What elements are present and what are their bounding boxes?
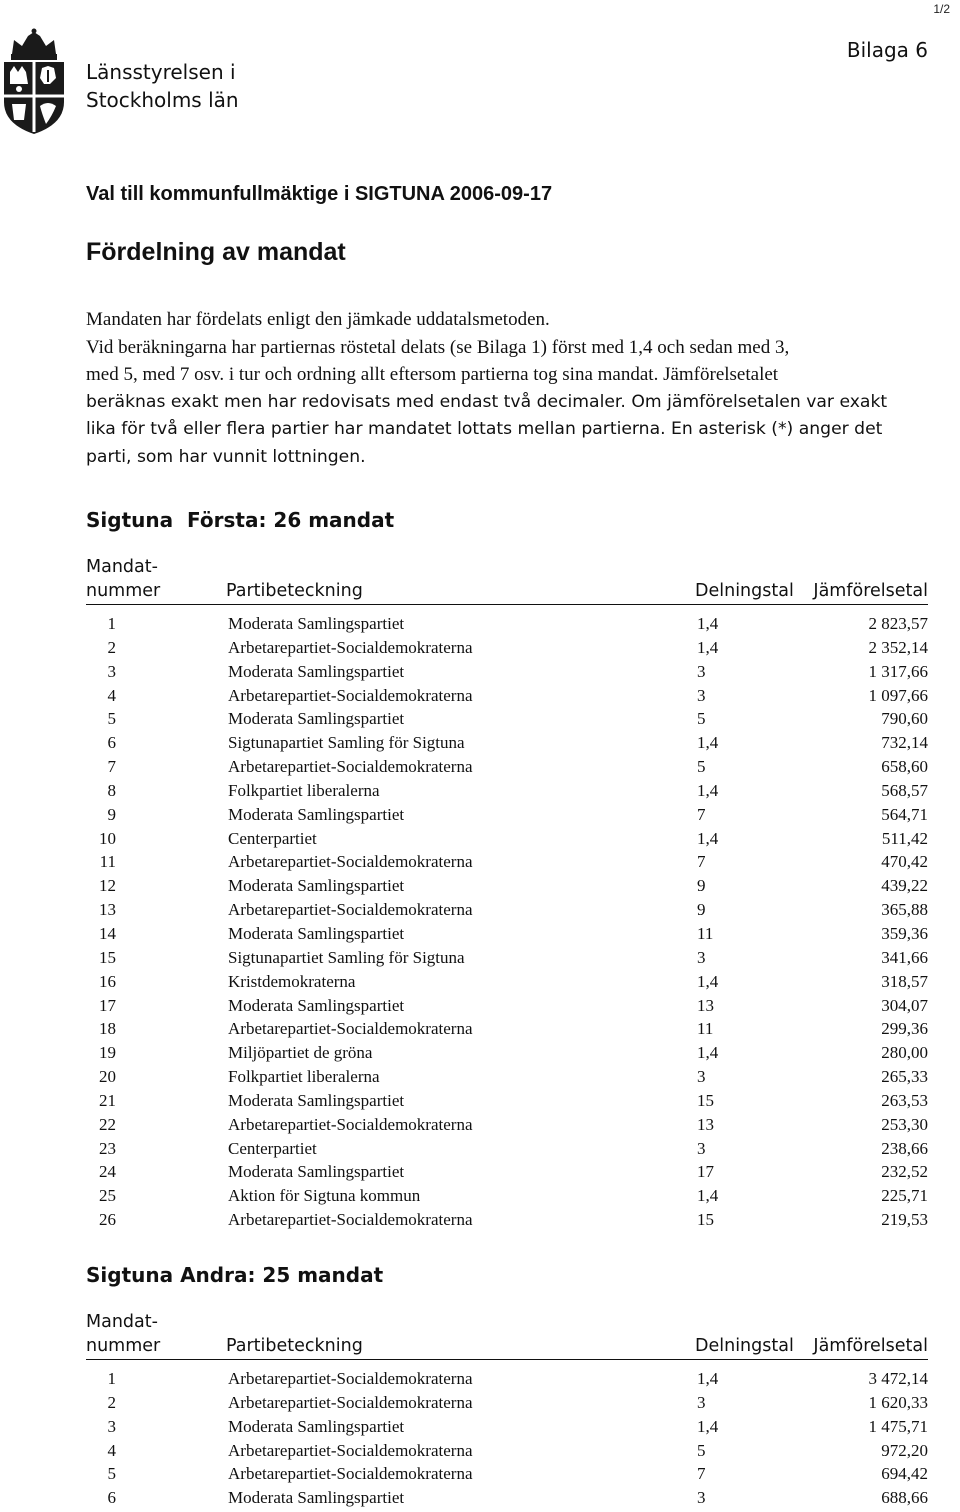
comparison-value: 3 472,14 bbox=[868, 1369, 928, 1388]
mandate-number: 15 bbox=[99, 947, 116, 967]
table-row bbox=[86, 1017, 928, 1041]
comparison-value: 238,66 bbox=[881, 1138, 928, 1158]
table-row bbox=[86, 946, 928, 970]
mandate-number: 11 bbox=[99, 852, 116, 872]
comparison-value: 564,71 bbox=[881, 804, 928, 824]
mandate-number: 1 bbox=[107, 1369, 116, 1388]
authority-line-1: Länsstyrelsen i bbox=[86, 60, 236, 84]
comparison-value: 470,42 bbox=[881, 852, 928, 872]
divisor-value: 11 bbox=[697, 923, 714, 943]
comparison-value: 225,71 bbox=[881, 1186, 928, 1206]
party-name: Moderata Samlingspartiet bbox=[228, 804, 405, 824]
comparison-value: 304,07 bbox=[881, 995, 928, 1015]
table-header bbox=[86, 557, 928, 605]
party-name: Centerpartiet bbox=[228, 828, 317, 848]
comparison-value: 439,22 bbox=[881, 876, 928, 896]
party-name: Folkpartiet liberalerna bbox=[228, 780, 380, 800]
divisor-value: 1,4 bbox=[697, 1369, 719, 1388]
intro-line: lika för två eller flera partier har mandatet lottats mellan partierna. En asterisk (*) anger det bbox=[86, 419, 883, 440]
divisor-value: 11 bbox=[697, 1019, 714, 1039]
mandate-number: 3 bbox=[107, 1416, 116, 1436]
comparison-value: 280,00 bbox=[881, 1043, 928, 1063]
table-row bbox=[86, 731, 928, 755]
intro-line: med 5, med 7 osv. i tur och ordning allt eftersom partierna tog sina mandat. Jämförelsetalet bbox=[86, 364, 779, 386]
election-title: Val till kommunfullmäktige i SIGTUNA 2006-09-17 bbox=[86, 183, 553, 205]
authority-name bbox=[86, 58, 239, 114]
table-row bbox=[86, 779, 928, 803]
intro-line: parti, som har vunnit lottningen. bbox=[86, 446, 366, 467]
divisor-value: 13 bbox=[697, 995, 714, 1015]
comparison-value: 299,36 bbox=[881, 1019, 928, 1039]
table-row bbox=[86, 1113, 928, 1137]
party-name: Sigtunapartiet Samling för Sigtuna bbox=[228, 947, 465, 967]
divisor-value: 1,4 bbox=[697, 828, 719, 848]
comparison-value: 790,60 bbox=[881, 709, 928, 729]
divisor-value: 17 bbox=[697, 1162, 714, 1182]
divisor-value: 1,4 bbox=[697, 971, 719, 991]
section-title: Fördelning av mandat bbox=[86, 238, 346, 266]
district-title-sigtuna-forsta: Sigtuna Första: 26 mandat bbox=[86, 508, 395, 532]
divisor-value: 1,4 bbox=[697, 1043, 719, 1063]
party-name: Arbetarepartiet-Socialdemokraterna bbox=[228, 900, 473, 920]
party-name: Moderata Samlingspartiet bbox=[228, 1488, 405, 1508]
divisor-value: 9 bbox=[697, 900, 706, 920]
header-comparison: Jämförelsetal bbox=[813, 581, 928, 601]
comparison-value: 359,36 bbox=[881, 923, 928, 943]
appendix-label: Bilaga 6 bbox=[846, 38, 928, 62]
comparison-value: 219,53 bbox=[881, 1210, 928, 1230]
table-header bbox=[86, 1312, 928, 1360]
header-comparison: Jämförelsetal bbox=[813, 1336, 928, 1356]
comparison-value: 694,42 bbox=[881, 1464, 928, 1484]
divisor-value: 15 bbox=[697, 1090, 714, 1110]
divisor-value: 7 bbox=[697, 1464, 706, 1484]
comparison-value: 1 475,71 bbox=[868, 1416, 928, 1436]
intro-line: Mandaten har fördelats enligt den jämkade uddatalsmetoden. bbox=[86, 309, 550, 330]
party-name: Arbetarepartiet-Socialdemokraterna bbox=[228, 1210, 473, 1230]
divisor-value: 3 bbox=[697, 1488, 706, 1508]
header-mandate-number-line2: nummer bbox=[86, 1336, 161, 1356]
header-party: Partibeteckning bbox=[226, 581, 363, 601]
table-header-rule bbox=[86, 1359, 928, 1360]
table-row bbox=[86, 684, 928, 708]
divisor-value: 1,4 bbox=[697, 637, 719, 657]
table-row bbox=[86, 1184, 928, 1208]
comparison-value: 341,66 bbox=[881, 947, 928, 967]
table-row bbox=[86, 1041, 928, 1065]
intro-line: Vid beräkningarna har partiernas röstetal delats (se Bilaga 1) först med 1,4 och sedan med 3, bbox=[86, 336, 790, 358]
table-row bbox=[86, 1089, 928, 1113]
divisor-value: 1,4 bbox=[697, 1416, 719, 1436]
divisor-value: 1,4 bbox=[697, 780, 719, 800]
party-name: Arbetarepartiet-Socialdemokraterna bbox=[228, 685, 473, 705]
party-name: Arbetarepartiet-Socialdemokraterna bbox=[228, 1019, 473, 1039]
table-row bbox=[86, 850, 928, 874]
table-row bbox=[86, 1137, 928, 1161]
divisor-value: 1,4 bbox=[697, 1186, 719, 1206]
party-name: Moderata Samlingspartiet bbox=[228, 923, 405, 943]
party-name: Arbetarepartiet-Socialdemokraterna bbox=[228, 852, 473, 872]
divisor-value: 3 bbox=[697, 1138, 706, 1158]
mandate-number: 6 bbox=[107, 733, 116, 753]
divisor-value: 3 bbox=[697, 1067, 706, 1087]
mandate-number: 7 bbox=[107, 757, 116, 777]
comparison-value: 232,52 bbox=[881, 1162, 928, 1182]
table-row bbox=[86, 827, 928, 851]
mandate-number: 14 bbox=[99, 923, 116, 943]
mandate-number: 25 bbox=[99, 1186, 116, 1206]
table-row bbox=[86, 1065, 928, 1089]
party-name: Arbetarepartiet-Socialdemokraterna bbox=[228, 1440, 473, 1460]
party-name: Moderata Samlingspartiet bbox=[228, 614, 405, 633]
divisor-value: 9 bbox=[697, 876, 706, 896]
header-party: Partibeteckning bbox=[226, 1336, 363, 1356]
mandate-number: 9 bbox=[107, 804, 116, 824]
comparison-value: 263,53 bbox=[881, 1090, 928, 1110]
comparison-value: 318,57 bbox=[881, 971, 928, 991]
divisor-value: 5 bbox=[697, 709, 706, 729]
header-mandate-number-line2: nummer bbox=[86, 581, 161, 601]
mandate-number: 20 bbox=[99, 1067, 116, 1087]
intro-paragraph bbox=[86, 306, 936, 472]
party-name: Moderata Samlingspartiet bbox=[228, 1090, 405, 1110]
mandate-number: 21 bbox=[99, 1090, 116, 1110]
divisor-value: 3 bbox=[697, 1392, 706, 1412]
header-mandate-number-line1: Mandat- bbox=[86, 557, 158, 577]
table-row bbox=[86, 874, 928, 898]
header-mandate-number-line1: Mandat- bbox=[86, 1312, 158, 1332]
table-row bbox=[86, 1415, 928, 1439]
table-row bbox=[86, 612, 928, 636]
mandate-table-sigtuna-andra bbox=[86, 1367, 928, 1510]
page-number: 1/2 bbox=[933, 2, 950, 16]
divisor-value: 15 bbox=[697, 1210, 714, 1230]
mandate-number: 19 bbox=[99, 1043, 116, 1063]
divisor-value: 1,4 bbox=[697, 733, 719, 753]
divisor-value: 1,4 bbox=[697, 614, 719, 633]
party-name: Arbetarepartiet-Socialdemokraterna bbox=[228, 757, 473, 777]
table-row bbox=[86, 1208, 928, 1232]
table-row bbox=[86, 994, 928, 1018]
mandate-number: 6 bbox=[107, 1488, 116, 1508]
divisor-value: 7 bbox=[697, 804, 706, 824]
divisor-value: 5 bbox=[697, 757, 706, 777]
table-row bbox=[86, 803, 928, 827]
party-name: Miljöpartiet de gröna bbox=[228, 1043, 373, 1063]
party-name: Moderata Samlingspartiet bbox=[228, 876, 405, 896]
comparison-value: 568,57 bbox=[881, 780, 928, 800]
party-name: Aktion för Sigtuna kommun bbox=[228, 1186, 421, 1206]
coat-of-arms-icon bbox=[0, 28, 68, 136]
mandate-number: 2 bbox=[107, 1392, 116, 1412]
party-name: Kristdemokraterna bbox=[228, 971, 356, 991]
mandate-number: 17 bbox=[99, 995, 116, 1015]
party-name: Sigtunapartiet Samling för Sigtuna bbox=[228, 733, 465, 753]
header-divisor: Delningstal bbox=[695, 581, 794, 601]
comparison-value: 972,20 bbox=[881, 1440, 928, 1460]
table-row bbox=[86, 636, 928, 660]
mandate-number: 3 bbox=[107, 661, 116, 681]
mandate-number: 4 bbox=[107, 1440, 116, 1460]
comparison-value: 253,30 bbox=[881, 1114, 928, 1134]
mandate-number: 23 bbox=[99, 1138, 116, 1158]
party-name: Arbetarepartiet-Socialdemokraterna bbox=[228, 1114, 473, 1134]
mandate-number: 12 bbox=[99, 876, 116, 896]
table-row bbox=[86, 898, 928, 922]
intro-line: beräknas exakt men har redovisats med endast två decimaler. Om jämförelsetalen var exakt bbox=[86, 391, 888, 412]
comparison-value: 1 620,33 bbox=[868, 1392, 928, 1412]
table-row bbox=[86, 922, 928, 946]
comparison-value: 688,66 bbox=[881, 1488, 928, 1508]
divisor-value: 5 bbox=[697, 1440, 706, 1460]
table-row bbox=[86, 970, 928, 994]
mandate-number: 1 bbox=[107, 614, 116, 633]
mandate-number: 18 bbox=[99, 1019, 116, 1039]
table-row bbox=[86, 1462, 928, 1486]
mandate-number: 22 bbox=[99, 1114, 116, 1134]
party-name: Moderata Samlingspartiet bbox=[228, 1416, 405, 1436]
table-row bbox=[86, 755, 928, 779]
divisor-value: 13 bbox=[697, 1114, 714, 1134]
mandate-table-sigtuna-forsta bbox=[86, 612, 928, 1232]
comparison-value: 1 317,66 bbox=[868, 661, 928, 681]
table-row bbox=[86, 1367, 928, 1391]
mandate-number: 10 bbox=[99, 828, 116, 848]
table-row bbox=[86, 1391, 928, 1415]
party-name: Centerpartiet bbox=[228, 1138, 317, 1158]
table-row bbox=[86, 707, 928, 731]
party-name: Arbetarepartiet-Socialdemokraterna bbox=[228, 1392, 473, 1412]
divisor-value: 3 bbox=[697, 685, 706, 705]
mandate-number: 24 bbox=[99, 1162, 116, 1182]
mandate-number: 2 bbox=[107, 637, 116, 657]
comparison-value: 2 352,14 bbox=[868, 637, 928, 657]
comparison-value: 2 823,57 bbox=[868, 614, 928, 633]
mandate-number: 5 bbox=[107, 1464, 116, 1484]
comparison-value: 265,33 bbox=[881, 1067, 928, 1087]
table-row bbox=[86, 1160, 928, 1184]
comparison-value: 1 097,66 bbox=[868, 685, 928, 705]
party-name: Arbetarepartiet-Socialdemokraterna bbox=[228, 637, 473, 657]
party-name: Arbetarepartiet-Socialdemokraterna bbox=[228, 1464, 473, 1484]
district-title-sigtuna-andra: Sigtuna Andra: 25 mandat bbox=[86, 1263, 384, 1287]
party-name: Moderata Samlingspartiet bbox=[228, 995, 405, 1015]
mandate-number: 5 bbox=[107, 709, 116, 729]
comparison-value: 732,14 bbox=[881, 733, 928, 753]
table-row bbox=[86, 1439, 928, 1463]
table-header-rule bbox=[86, 604, 928, 605]
comparison-value: 365,88 bbox=[881, 900, 928, 920]
comparison-value: 658,60 bbox=[881, 757, 928, 777]
party-name: Moderata Samlingspartiet bbox=[228, 1162, 405, 1182]
authority-line-2: Stockholms län bbox=[86, 88, 239, 112]
divisor-value: 3 bbox=[697, 947, 706, 967]
table-row bbox=[86, 1486, 928, 1510]
mandate-number: 4 bbox=[107, 685, 116, 705]
table-row bbox=[86, 660, 928, 684]
mandate-number: 16 bbox=[99, 971, 116, 991]
mandate-number: 13 bbox=[99, 900, 116, 920]
party-name: Moderata Samlingspartiet bbox=[228, 661, 405, 681]
comparison-value: 511,42 bbox=[881, 828, 928, 848]
party-name: Folkpartiet liberalerna bbox=[228, 1067, 380, 1087]
mandate-number: 8 bbox=[107, 780, 116, 800]
party-name: Moderata Samlingspartiet bbox=[228, 709, 405, 729]
divisor-value: 7 bbox=[697, 852, 706, 872]
party-name: Arbetarepartiet-Socialdemokraterna bbox=[228, 1369, 473, 1388]
divisor-value: 3 bbox=[697, 661, 706, 681]
header-divisor: Delningstal bbox=[695, 1336, 794, 1356]
mandate-number: 26 bbox=[99, 1210, 116, 1230]
